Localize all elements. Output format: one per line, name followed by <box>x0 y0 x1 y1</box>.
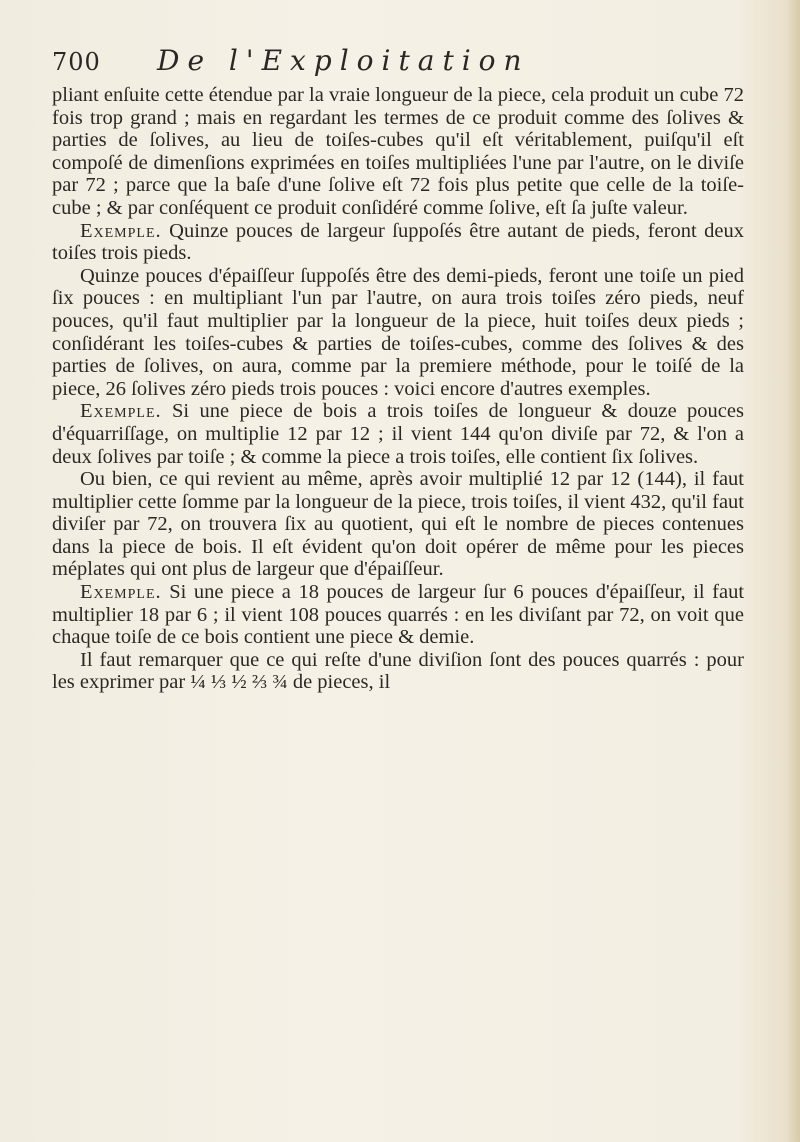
paragraph-exemple-3 <box>52 581 744 649</box>
paragraph-text: Si une piece de bois a trois toiſes de longueur & douze pouces d'équarriſſage, on multiplie 12 par 12 ; il vient 144 qu'on diviſe par 72, & l'on a deux ſolives par toiſe ; & comme la piece a trois toiſes, elle contient ſix ſolives. <box>52 400 744 468</box>
paragraph-text: Si une piece a 18 pouces de largeur ſur 6 pouces d'épaiſſeur, il faut multiplier 18 par 6 ; il vient 108 pouces quarrés : en les diviſant par 72, on voit que chaque toiſe de ce bois contient une piece & demie. <box>52 581 745 649</box>
paragraph-ou-bien: Ou bien, ce qui revient au même, après avoir multiplié 12 par 12 (144), il faut multiplier cette ſomme par la longueur de la piece, trois toiſes, il vient 432, qu'il faut diviſer par 72, on trouvera ſix au quotient, qui eſt le nombre de pieces contenues dans la piece de bois. Il eſt évident qu'on doit opérer de même pour les pieces méplates qui ont plus de largeur que d'épaiſſeur. <box>52 468 744 581</box>
exemple-label: Exemple. <box>80 400 162 423</box>
page-header <box>52 44 742 84</box>
paragraph-remarque: Il faut remarquer que ce qui reſte d'une diviſion ſont des pouces quarrés : pour les exprimer par ¼ ⅓ ½ ⅔ ¾ de pieces, il <box>52 648 744 694</box>
running-title: De l'Exploitation <box>157 44 530 77</box>
page-number: 700 <box>52 48 101 76</box>
body-text <box>52 84 744 694</box>
exemple-label: Exemple. <box>80 219 162 242</box>
paragraph-exemple-2 <box>52 400 744 468</box>
exemple-label: Exemple. <box>80 581 162 604</box>
page-edge-shadow <box>786 0 800 1142</box>
paragraph-exemple-1 <box>52 220 744 265</box>
paragraph-demi-pieds: Quinze pouces d'épaiſſeur ſuppoſés être des demi-pieds, feront une toiſe un pied ſix pouces : en multipliant l'un par l'autre, on aura trois toiſes zéro pieds, neuf pouces, qu'il faut multiplier par la longueur de la piece, huit toiſes deux pieds ; conſidérant les toiſes-cubes & parties de toiſes-cubes, comme des ſolives & des parties de ſolives, on aura, comme par la premiere méthode, pour le toiſé de la piece, 26 ſolives zéro pieds trois pouces : voici encore d'autres exemples. <box>52 264 744 400</box>
paragraph-text: Quinze pouces de largeur ſuppoſés être autant de pieds, feront deux toiſes trois pieds. <box>52 219 745 265</box>
paragraph-continuation: pliant enſuite cette étendue par la vraie longueur de la piece, cela produit un cube 72 fois trop grand ; mais en regardant les termes de ce produit comme des ſolives & parties de ſolives, au lieu de toiſes-cubes qu'il eſt véritablement, puiſqu'il eſt compoſé de dimenſions exprimées en toiſes multipliées l'une par l'autre, on le diviſe par 72 ; parce que la baſe d'une ſolive eſt 72 fois plus petite que celle de la toiſe-cube ; & par conſéquent ce produit conſidéré comme ſolive, eſt ſa juſte valeur. <box>52 84 744 219</box>
